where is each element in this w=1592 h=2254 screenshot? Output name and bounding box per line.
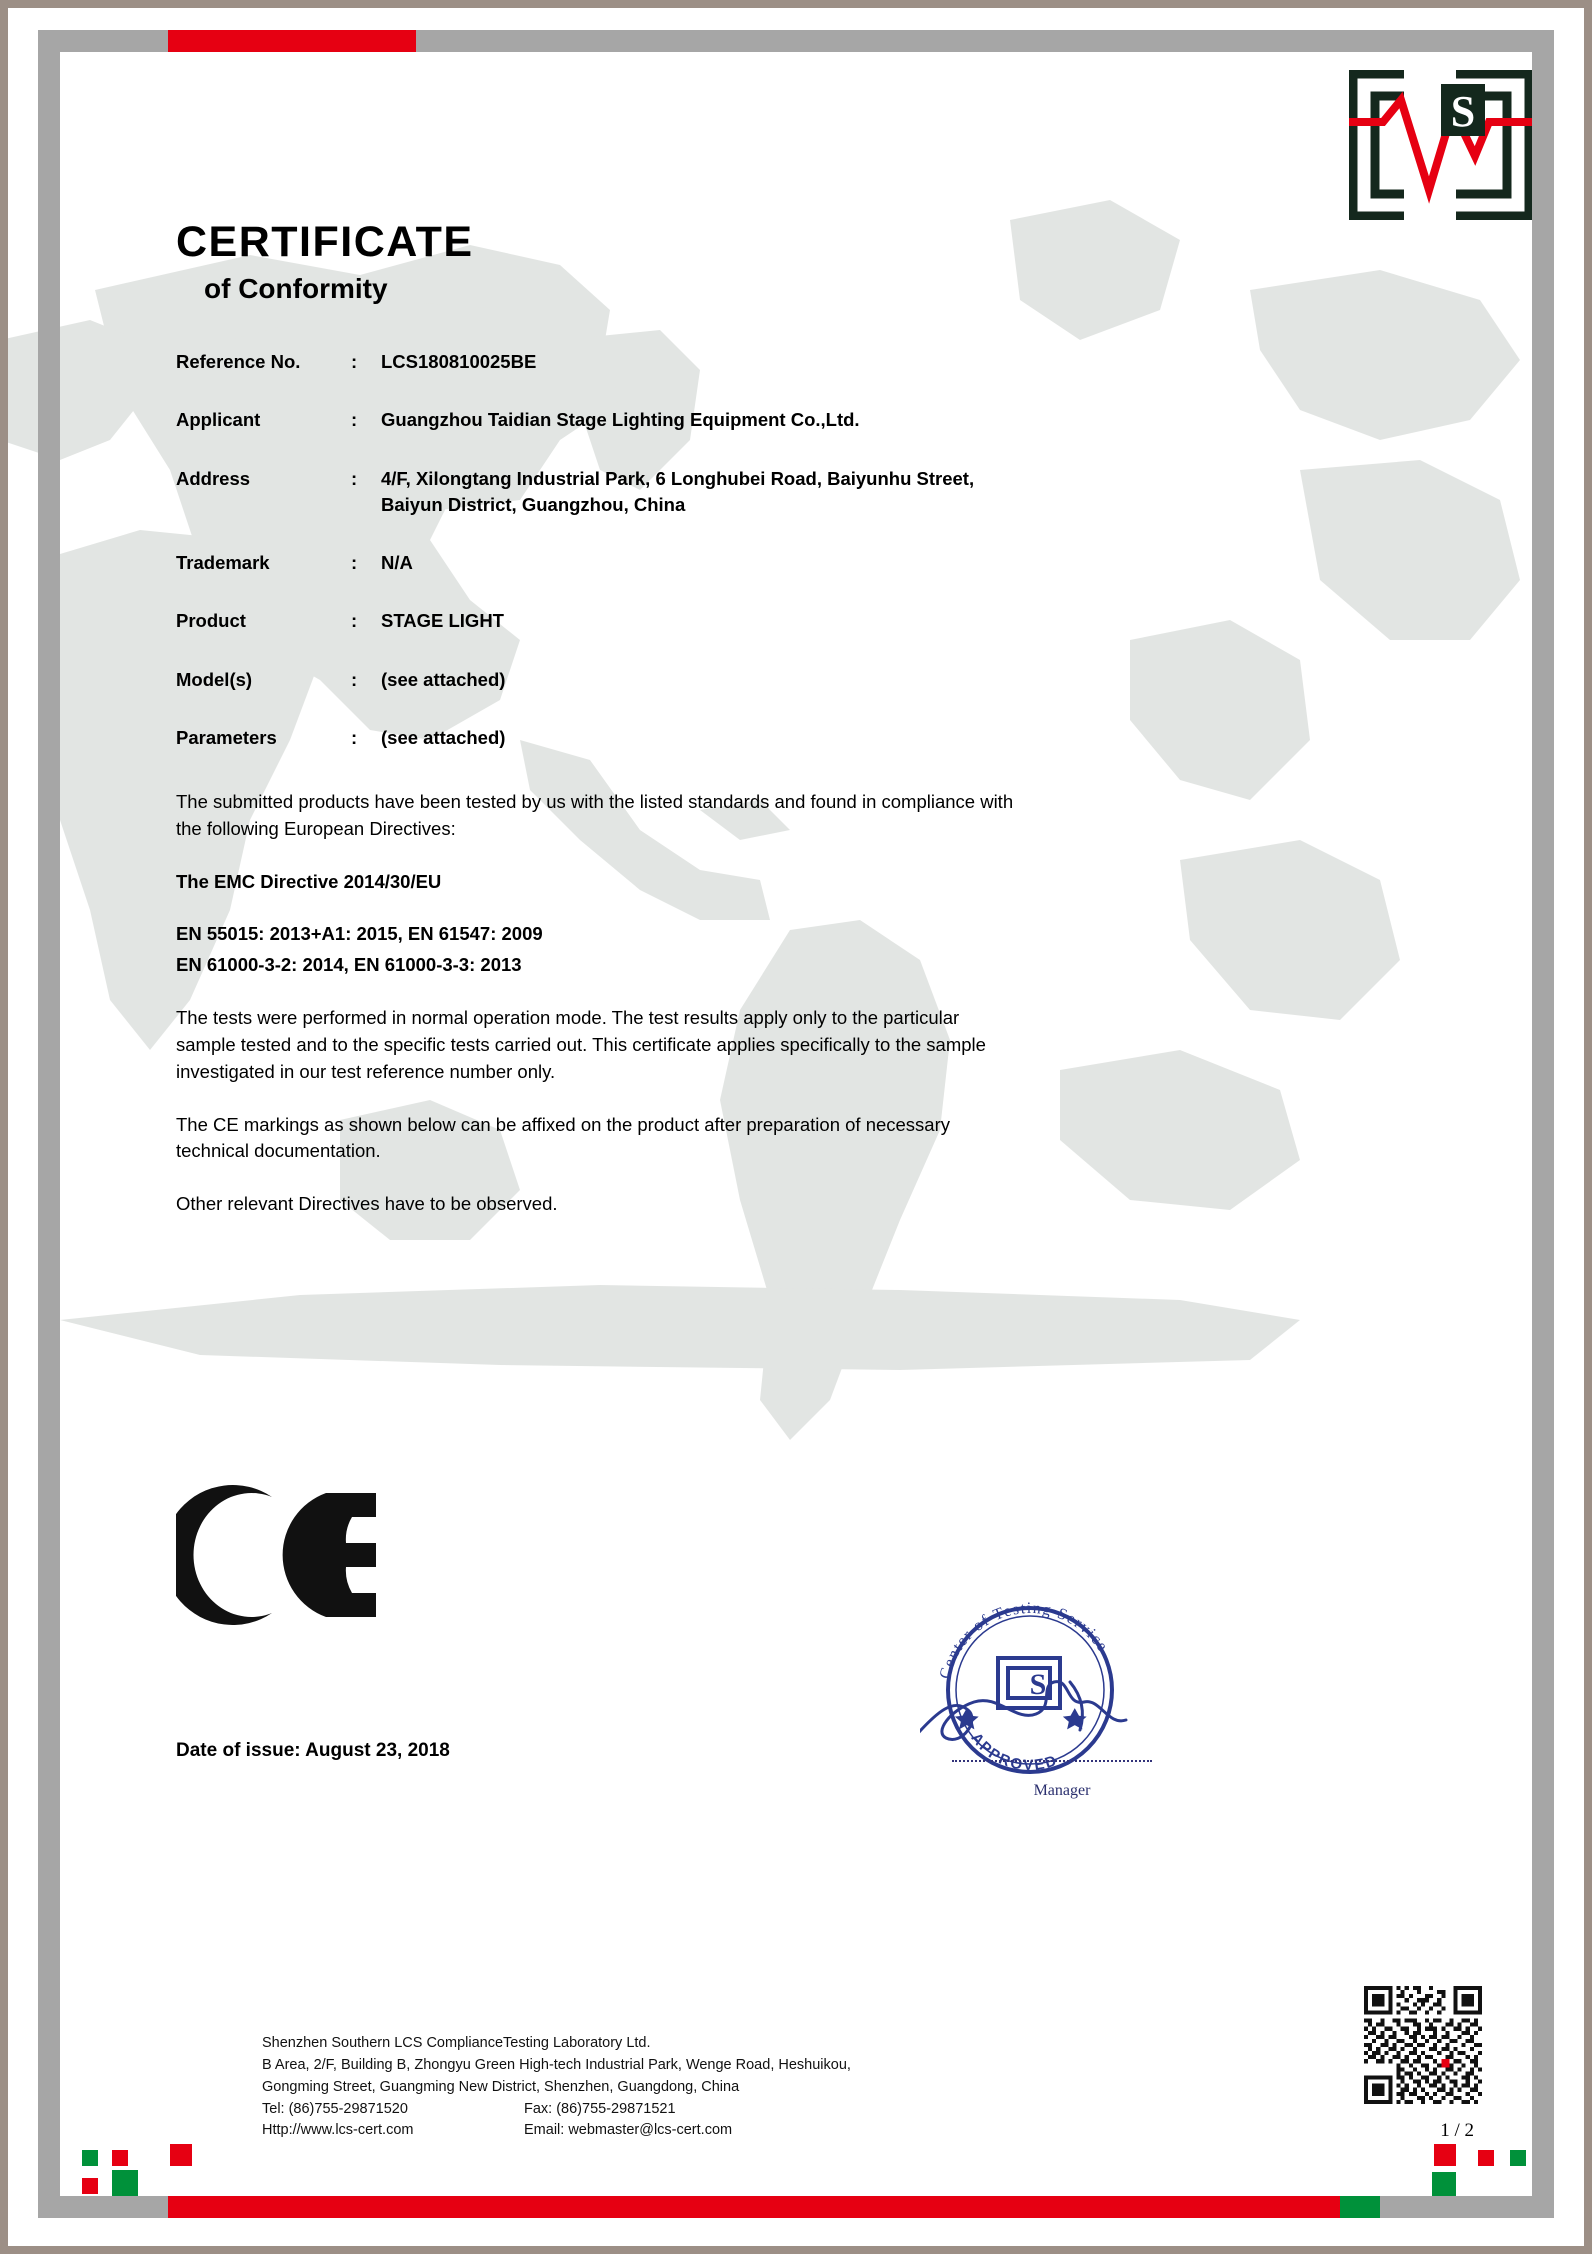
intro-paragraph: The submitted products have been tested by us with the listed standards and found in compliance with the following European Directives: xyxy=(176,791,1014,840)
field-label: Model(s) xyxy=(176,668,253,690)
stamp-caption: Manager xyxy=(1033,1782,1091,1799)
field-value: STAGE LIGHT xyxy=(381,610,504,632)
deco-square xyxy=(82,2150,98,2166)
field-colon: : xyxy=(351,552,358,574)
footer-line-1: Shenzhen Southern LCS ComplianceTesting Laboratory Ltd. xyxy=(262,2035,651,2052)
deco-square xyxy=(1434,2144,1456,2166)
directive-line: The EMC Directive 2014/30/EU xyxy=(176,870,442,892)
field-label: Product xyxy=(176,610,246,632)
field-label: Parameters xyxy=(176,727,277,748)
note-paragraph-3: Other relevant Directives have to be observed. xyxy=(176,1193,558,1215)
footer-tel: Tel: (86)755-29871520 xyxy=(262,2100,408,2117)
field-colon: : xyxy=(351,727,358,748)
field-colon: : xyxy=(351,668,358,690)
note-paragraph-2: The CE markings as shown below can be affixed on the product after preparation of necessary technical documentation. xyxy=(176,1113,951,1162)
decorative-frame xyxy=(38,30,1554,2218)
svg-text:APPROVED: APPROVED xyxy=(967,1729,1061,1775)
field-colon: : xyxy=(351,467,358,489)
field-value: 4/F, Xilongtang Industrial Park, 6 Longhubei Road, Baiyunhu Street, Baiyun District, Guangzhou, China xyxy=(381,467,975,515)
page-number: 1 / 2 xyxy=(1440,2120,1474,2141)
deco-red-bottom-bar xyxy=(168,2196,1340,2218)
field-colon: : xyxy=(351,409,358,431)
deco-square xyxy=(170,2144,192,2166)
deco-square xyxy=(1478,2150,1494,2166)
standards-line-2: EN 61000-3-2: 2014, EN 61000-3-3: 2013 xyxy=(176,954,522,976)
field-colon: : xyxy=(351,351,358,373)
deco-square xyxy=(1432,2172,1456,2196)
note-paragraph-1: The tests were performed in normal operation mode. The test results apply only to the particular sample tested and to the specific tests carried out. This certificate applies specifically to the sample investigated in our test reference number only. xyxy=(176,1007,986,1082)
standards-line-1: EN 55015: 2013+A1: 2015, EN 61547: 2009 xyxy=(176,922,543,944)
svg-text:Center of Testing Service: Center of Testing Service xyxy=(936,1599,1112,1681)
deco-square xyxy=(112,2150,128,2166)
footer-website[interactable]: Http://www.lcs-cert.com xyxy=(262,2122,414,2139)
field-colon: : xyxy=(351,610,358,632)
date-of-issue: Date of issue: August 23, 2018 xyxy=(176,1740,450,1761)
footer-line-2: B Area, 2/F, Building B, Zhongyu Green High-tech Industrial Park, Wenge Road, Heshuikou, xyxy=(262,2057,851,2073)
page-subtitle: of Conformity xyxy=(204,273,388,305)
field-value: N/A xyxy=(381,552,413,574)
deco-square xyxy=(112,2170,138,2196)
field-value: LCS180810025BE xyxy=(381,351,537,373)
field-value: (see attached) xyxy=(381,668,506,690)
svg-text:S: S xyxy=(1450,87,1476,136)
deco-green-bottom-bar xyxy=(1340,2196,1380,2218)
field-label: Reference No. xyxy=(176,351,301,373)
field-label: Trademark xyxy=(176,552,270,574)
svg-text:S: S xyxy=(1029,1668,1047,1701)
deco-square xyxy=(82,2178,98,2194)
footer-email[interactable]: Email: webmaster@lcs-cert.com xyxy=(524,2122,733,2139)
field-value: (see attached) xyxy=(381,727,506,748)
deco-square xyxy=(1510,2150,1526,2166)
page-title: CERTIFICATE xyxy=(176,218,474,266)
deco-red-top-bar xyxy=(168,30,416,52)
footer-fax: Fax: (86)755-29871521 xyxy=(524,2100,676,2117)
field-value: Guangzhou Taidian Stage Lighting Equipment Co.,Ltd. xyxy=(381,409,860,431)
footer-line-3: Gongming Street, Guangming New District, Shenzhen, Guangdong, China xyxy=(262,2078,740,2095)
field-label: Applicant xyxy=(176,409,261,431)
field-label: Address xyxy=(176,467,251,489)
